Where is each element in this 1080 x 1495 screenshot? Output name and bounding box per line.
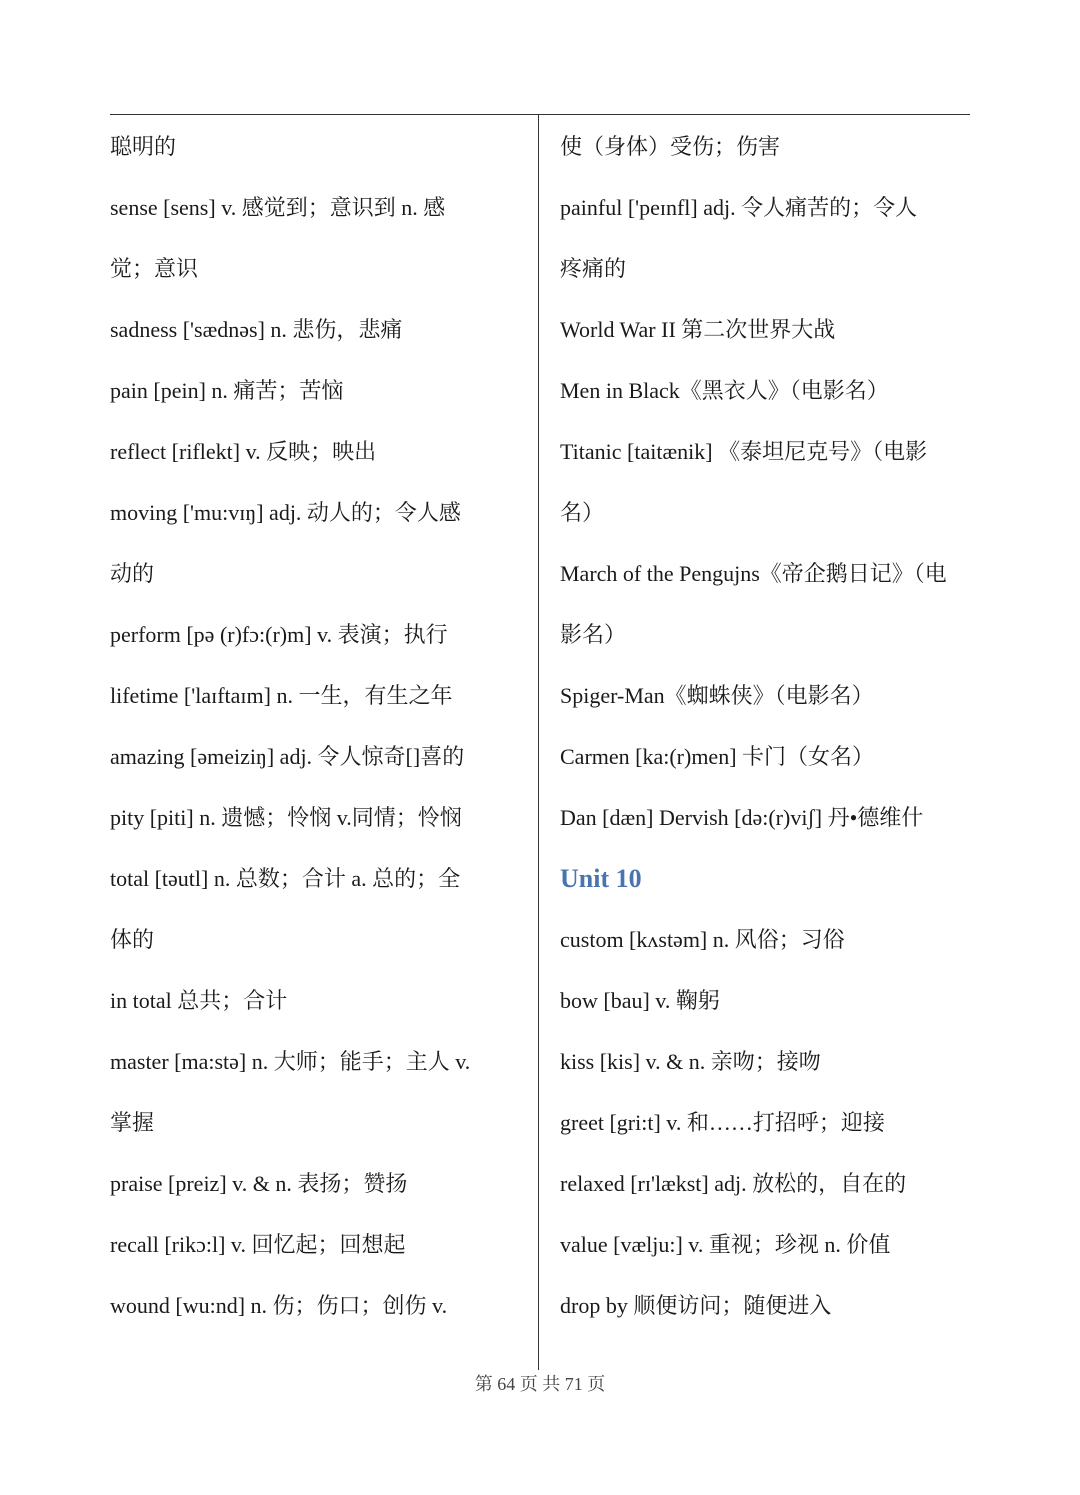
vocab-line: Spiger-Man《蜘蛛侠》（电影名） xyxy=(560,683,874,708)
vocab-line: Men in Black《黑衣人》（电影名） xyxy=(560,378,889,403)
vocab-line: pity [piti] n. 遗憾；怜悯 v.同情；怜悯 xyxy=(110,805,462,830)
vocab-line: lifetime ['laɪftaɪm] n. 一生，有生之年 xyxy=(110,683,453,708)
vocab-line: value [vælju:] v. 重视；珍视 n. 价值 xyxy=(560,1232,891,1257)
vocab-line: World War II 第二次世界大战 xyxy=(560,317,836,342)
vocab-line: sense [sens] v. 感觉到；意识到 n. 感 xyxy=(110,195,446,220)
vocab-line: recall [rikɔ:l] v. 回忆起；回想起 xyxy=(110,1232,406,1257)
vocab-line: 聪明的 xyxy=(110,134,177,159)
vocab-line: 觉；意识 xyxy=(110,256,199,281)
vocab-line: reflect [riflekt] v. 反映；映出 xyxy=(110,439,377,464)
vocab-line: moving ['mu:vɪŋ] adj. 动人的；令人感 xyxy=(110,500,461,525)
page-number-footer: 第 64 页 共 71 页 xyxy=(474,1374,606,1394)
vocab-line: March of the Pengujns《帝企鹅日记》（电 xyxy=(560,561,947,586)
vocab-line: Titanic [taitænik] 《泰坦尼克号》（电影 xyxy=(560,439,928,464)
top-rule xyxy=(110,114,970,115)
column-divider xyxy=(538,115,539,1370)
vocab-line: total [təutl] n. 总数；合计 a. 总的；全 xyxy=(110,866,461,891)
left-column xyxy=(110,116,528,1336)
unit-heading: Unit 10 xyxy=(560,864,642,893)
vocab-line: amazing [əmeiziŋ] adj. 令人惊奇[]喜的 xyxy=(110,744,465,769)
vocab-line: painful ['peɪnfl] adj. 令人痛苦的；令人 xyxy=(560,195,918,220)
vocab-line: sadness ['sædnəs] n. 悲伤，悲痛 xyxy=(110,317,403,342)
vocab-line: drop by 顺便访问；随便进入 xyxy=(560,1293,832,1318)
vocab-line: wound [wu:nd] n. 伤；伤口；创伤 v. xyxy=(110,1293,448,1318)
vocab-line: bow [bau] v. 鞠躬 xyxy=(560,988,720,1013)
vocab-line: perform [pə (r)fɔ:(r)m] v. 表演；执行 xyxy=(110,622,448,647)
vocab-line: in total 总共；合计 xyxy=(110,988,288,1013)
vocab-line: Dan [dæn] Dervish [də:(r)viʃ] 丹•德维什 xyxy=(560,805,924,830)
vocab-line: relaxed [rɪ'lækst] adj. 放松的，自在的 xyxy=(560,1171,907,1196)
vocab-line: 疼痛的 xyxy=(560,256,627,281)
vocab-line: praise [preiz] v. & n. 表扬；赞扬 xyxy=(110,1171,408,1196)
vocab-line: 使（身体）受伤；伤害 xyxy=(560,134,781,159)
vocab-line: 体的 xyxy=(110,927,155,952)
vocab-line: master [ma:stə] n. 大师；能手；主人 v. xyxy=(110,1049,471,1074)
vocab-line: 掌握 xyxy=(110,1110,155,1135)
vocab-line: custom [kʌstəm] n. 风俗；习俗 xyxy=(560,927,845,952)
vocab-line: kiss [kis] v. & n. 亲吻；接吻 xyxy=(560,1049,821,1074)
vocab-line: greet [gri:t] v. 和……打招呼；迎接 xyxy=(560,1110,885,1135)
vocab-line: pain [pein] n. 痛苦；苦恼 xyxy=(110,378,344,403)
right-column xyxy=(560,116,972,1336)
vocab-line: 名） xyxy=(560,500,605,525)
vocab-line: 动的 xyxy=(110,561,155,586)
vocab-line: Carmen [ka:(r)men] 卡门（女名） xyxy=(560,744,875,769)
vocab-line: 影名） xyxy=(560,622,627,647)
